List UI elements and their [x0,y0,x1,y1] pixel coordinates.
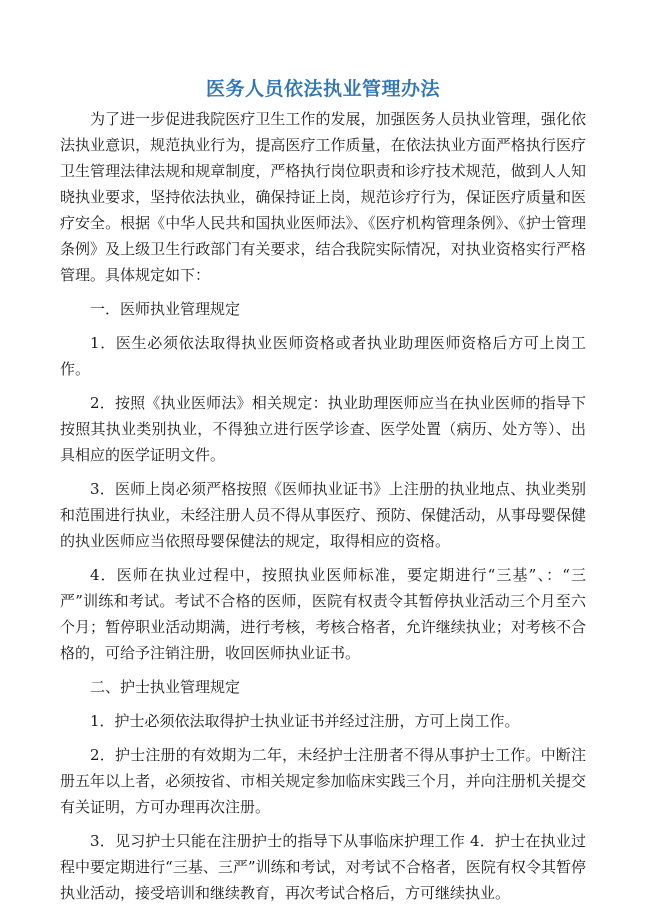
nurse-rule-2: 2．护士注册的有效期为二年，未经护士注册者不得从事护士工作。中断注册五年以上者，必须按省、市相关规定参加临床实践三个月，并向注册机关提交有关证明，方可办理再次注册。 [60,746,586,816]
physician-rule-4: 4．医师在执业过程中，按照执业医师标准，要定期进行“三基”、：“三严”训练和考试。考试不合格的医师，医院有权责令其暂停执业活动三个月至六个月；暂停职业活动期满，进行考核，考核合格者，允许继续执业；对考核不合格的，可给予注销注册，收回医师执业证书。 [60,566,586,662]
physician-rule-2: 2．按照《执业医师法》相关规定：执业助理医师应当在执业医师的指导下按照其执业类别执业，不得独立进行医学诊查、医学处置（病历、处方等）、出具相应的医学证明文件。 [60,394,586,464]
nurse-rule-1: 1．护士必须依法取得护士执业证书并经过注册，方可上岗工作。 [90,712,520,730]
intro-paragraph: 为了进一步促进我院医疗卫生工作的发展，加强医务人员执业管理，强化依法执业意识，规范执业行为，提高医疗工作质量，在依法执业方面严格执行医疗卫生管理法律法规和规章制度，严格执行岗位职责和诊疗技术规范，做到人人知晓执业要求，坚持依法执业，确保持证上岗，规范诊疗行为，保证医疗质量和医疗安全。根据《中华人民共和国执业医师法》、《医疗机构管理条例》、《护士管理条例》及上级卫生行政部门有关要求，结合我院实际情况，对执业资格实行严格管理。具体规定如下： [60,110,586,284]
page-title: 医务人员依法执业管理办法 [205,78,440,100]
nurse-rule-3-4: 3．见习护士只能在注册护士的指导下从事临床护理工作 4．护士在执业过程中要定期进行“三基、三严”训练和考试，对考试不合格者，医院有权令其暂停执业活动，接受培训和继续教育，再次考试合格后，方可继续执业。 [60,832,586,902]
section-heading-nurse: 二、护士执业管理规定 [90,678,241,696]
physician-rule-3: 3．医师上岗必须严格按照《医师执业证书》上注册的执业地点、执业类别和范围进行执业，未经注册人员不得从事医疗、预防、保健活动，从事母婴保健的执业医师应当依照母婴保健法的规定，取得相应的资格。 [60,480,586,550]
section-heading-physician: 一．医师执业管理规定 [90,300,241,318]
physician-rule-1: 1．医生必须依法取得执业医师资格或者执业助理医师资格后方可上岗工作。 [60,334,586,378]
